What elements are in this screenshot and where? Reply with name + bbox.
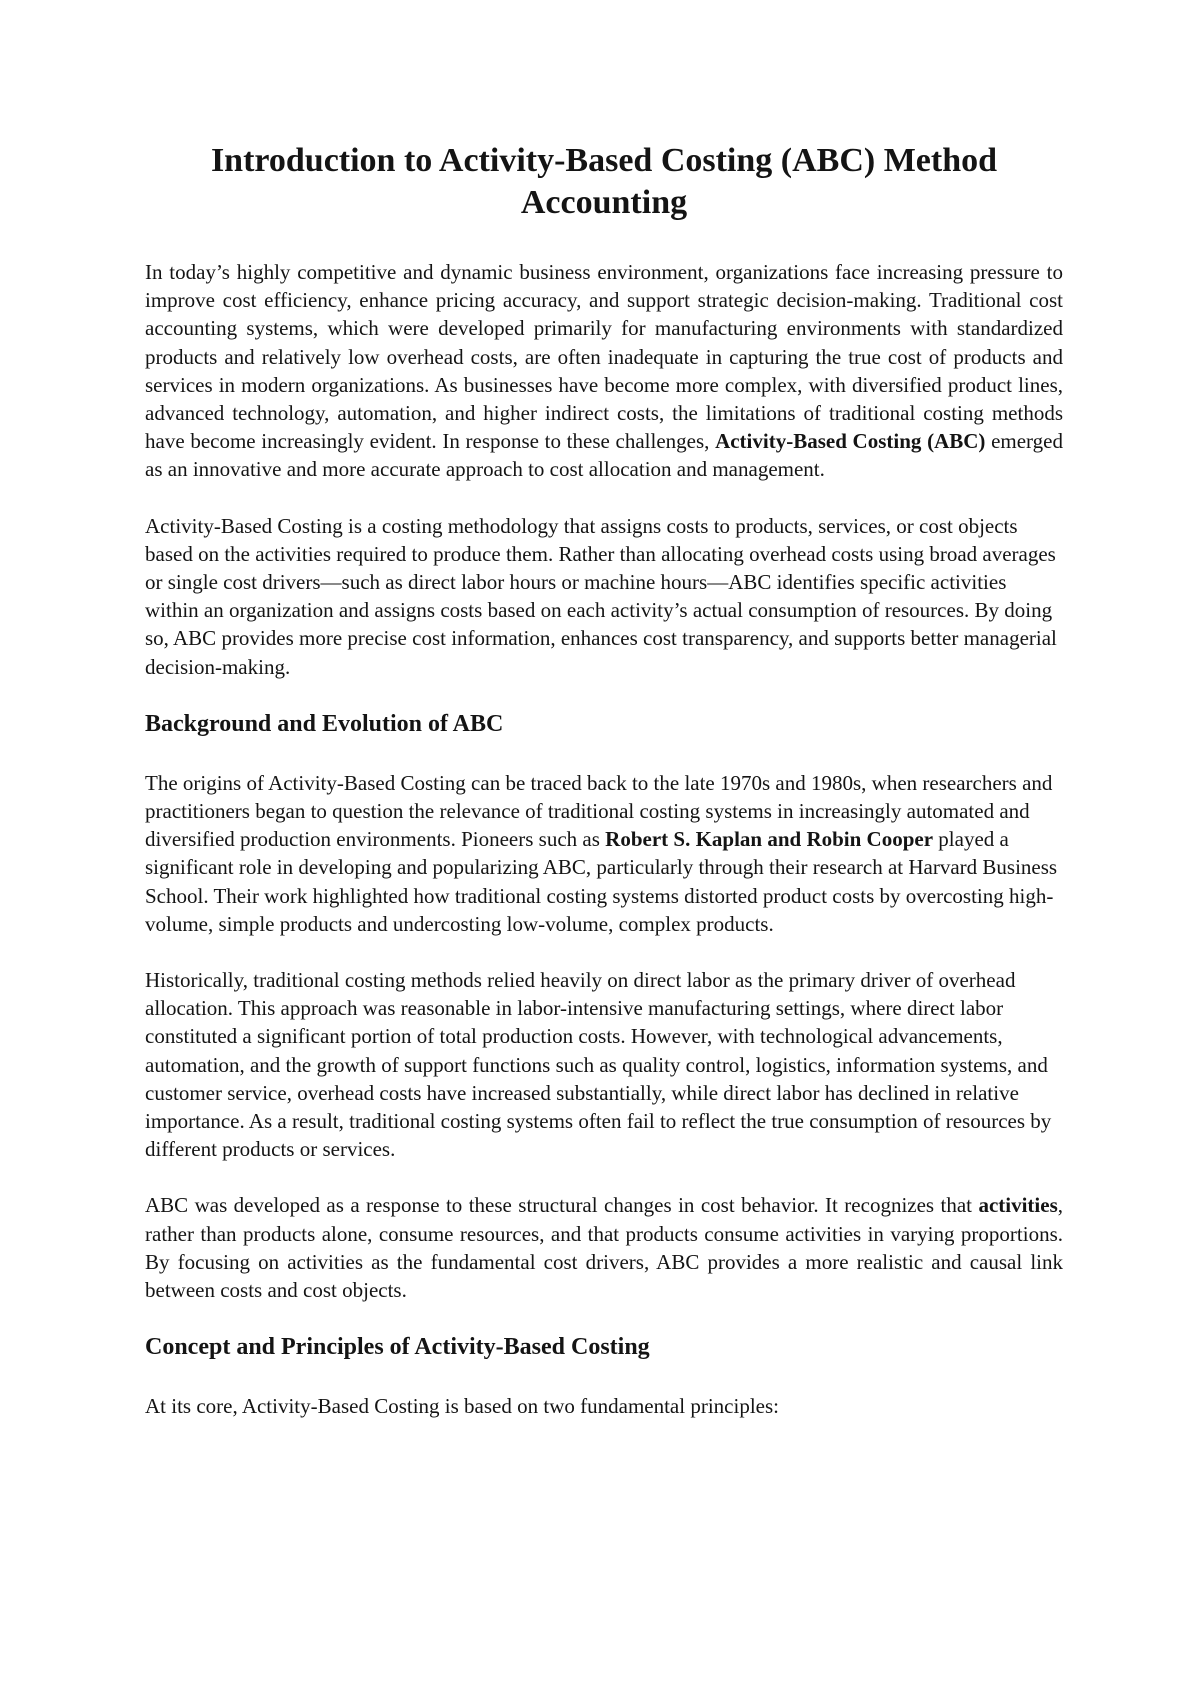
background-p1-text-before: The origins of Activity-Based Costing can be traced back to the late 1970s and 1980s, when researchers and practitioners began to question the relevance of traditional costing systems in increasingly automated and diversified production environments. Pioneers such as (145, 770, 1053, 852)
document-title: Introduction to Activity-Based Costing (ABC) Method Accounting (210, 142, 998, 221)
background-p3-bold-term: activities (978, 1193, 1058, 1218)
section-heading-background: Background and Evolution of ABC (145, 710, 504, 737)
background-paragraph-2: Historically, traditional costing methods relied heavily on direct labor as the primary driver of overhead allocation. This approach was reasonable in labor-intensive manufacturing settings, where direct labor constituted a significant portion of total production costs. However, with technological advancements, automation, and the growth of support functions such as quality control, logistics, information systems, and customer service, overhead costs have increased substantially, while direct labor has declined in relative importance. As a result, traditional costing systems often fail to reflect the true consumption of resources by different products or services. (145, 968, 1052, 1162)
document-page (145, 140, 1063, 1449)
intro-paragraph-1 (145, 258, 1063, 484)
background-p3-text-after: , rather than products alone, consume resources, and that products consume activities in varying proportions. By focusing on activities as the fundamental cost drivers, ABC provides a more realistic and causal link between costs and cost objects. (145, 1193, 1063, 1303)
concept-paragraph-1: At its core, Activity-Based Costing is based on two fundamental principles: (145, 1394, 779, 1419)
background-p1-bold-names: Robert S. Kaplan and Robin Cooper (605, 827, 934, 852)
section-heading-concept: Concept and Principles of Activity-Based Costing (145, 1334, 650, 1361)
background-p3-text-before: ABC was developed as a response to these structural changes in cost behavior. It recognizes that (145, 1193, 979, 1218)
intro-paragraph-2: Activity-Based Costing is a costing methodology that assigns costs to products, services, or cost objects based on the activities required to produce them. Rather than allocating overhead costs using broad averages or single cost drivers—such as direct labor hours or machine hours—ABC identifies specific activities within an organization and assigns costs based on each activity’s actual consumption of resources. By doing so, ABC provides more precise cost information, enhances cost transparency, and supports better managerial decision-making. (145, 513, 1057, 679)
intro-p1-text-before: In today’s highly competitive and dynamic business environment, organizations face increasing pressure to improve cost efficiency, enhance pricing accuracy, and support strategic decision-making. Traditional cost accounting systems, which were developed primarily for manufacturing environments with standardized products and relatively low overhead costs, are often inadequate in capturing the true cost of products and services in modern organizations. As businesses have become more complex, with diversified product lines, advanced technology, automation, and higher indirect costs, the limitations of traditional costing methods have become increasingly evident. In response to these challenges, (145, 260, 1063, 454)
background-paragraph-3 (145, 1191, 1063, 1304)
background-p1-text-after: played a significant role in developing and popularizing ABC, particularly through their research at Harvard Business School. Their work highlighted how traditional costing systems distorted product costs by overcosting high-volume, simple products and undercosting low-volume, complex products. (145, 827, 1058, 936)
intro-p1-bold-term: Activity-Based Costing (ABC) (715, 429, 986, 454)
intro-p1-text-after: emerged as an innovative and more accurate approach to cost allocation and management. (145, 429, 1063, 482)
background-paragraph-1 (145, 769, 1063, 938)
